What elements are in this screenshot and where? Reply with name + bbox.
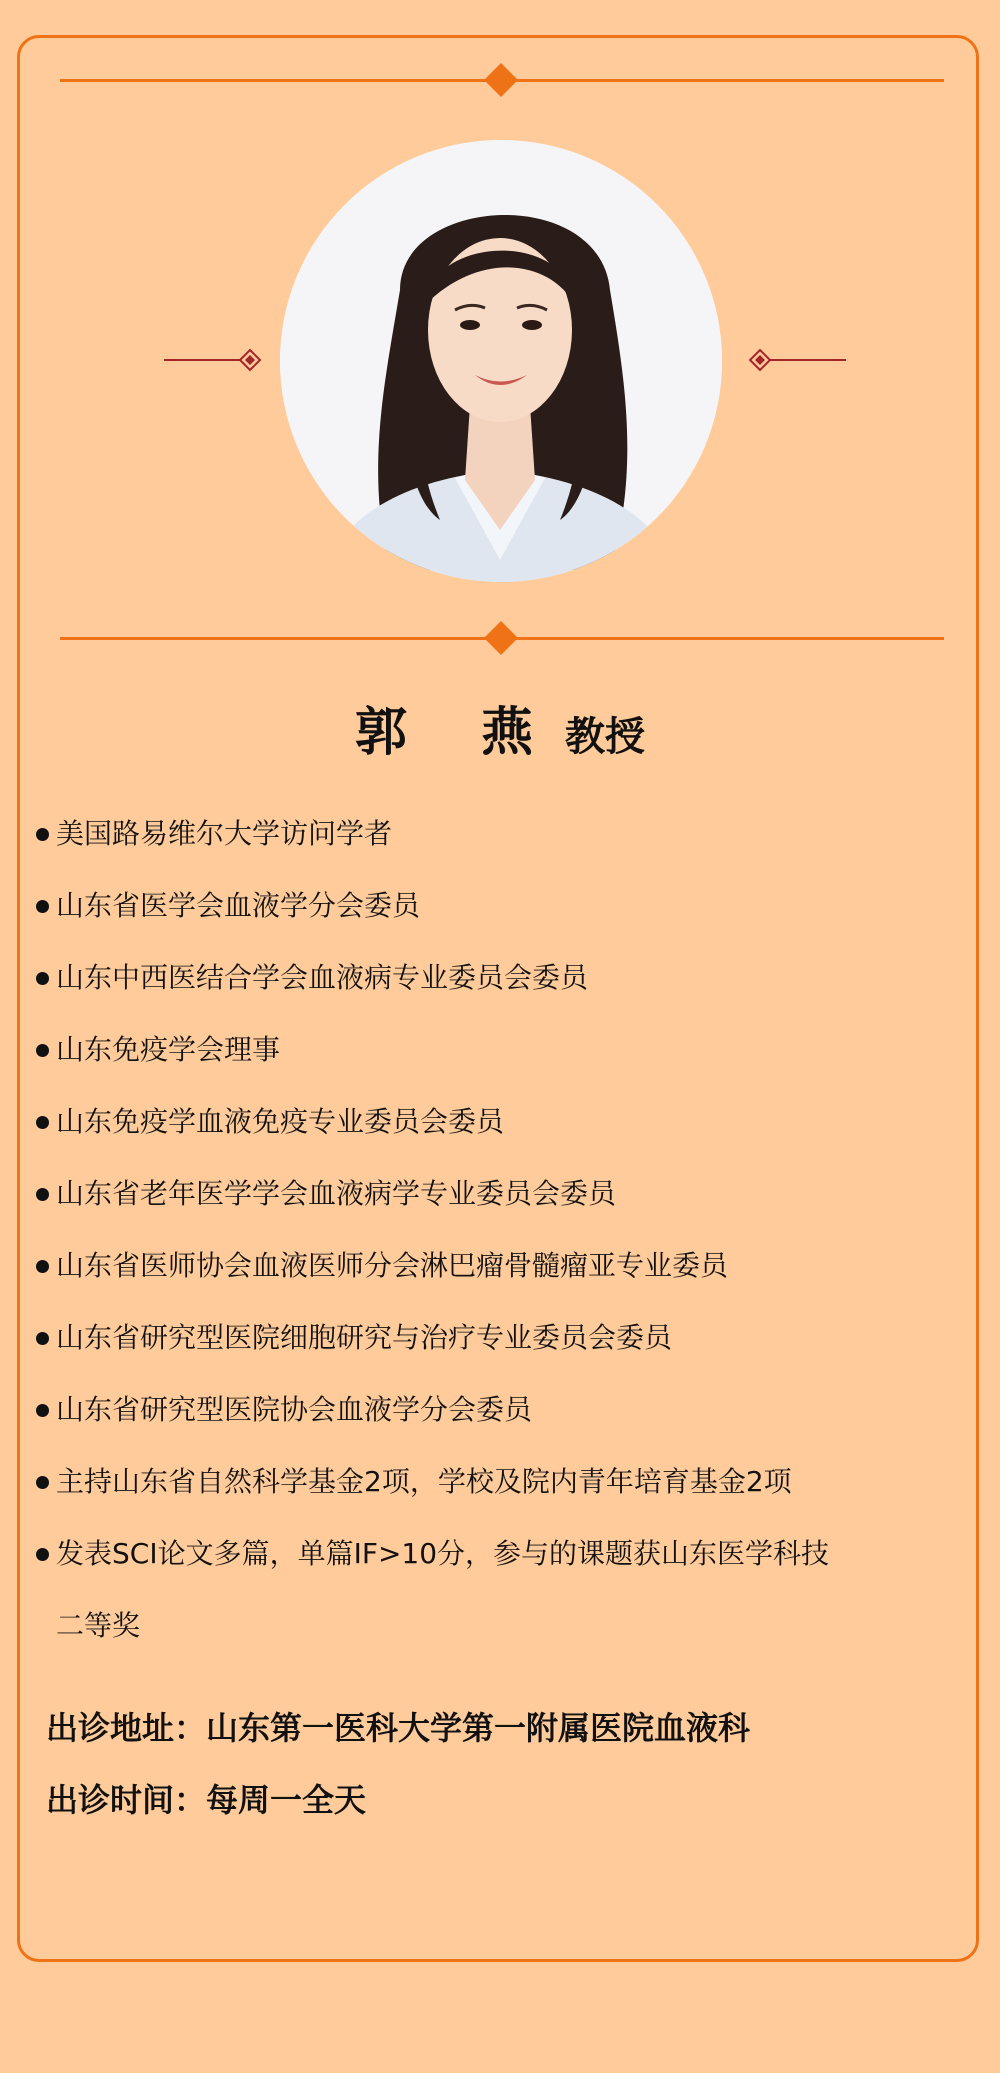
doctor-title: 教授: [565, 714, 646, 760]
credential-item: 山东中西医结合学会血液病专业委员会委员: [36, 942, 956, 1014]
clinic-time-value: 每周一全天: [206, 1781, 367, 1819]
credential-item: 山东省研究型医院协会血液学分会委员: [36, 1374, 956, 1446]
left-ornament-icon: [162, 348, 262, 372]
credential-item: 山东免疫学会理事: [36, 1014, 956, 1086]
doctor-name: 郭 燕: [354, 703, 562, 763]
clinic-time-label: 出诊时间：: [46, 1781, 207, 1819]
credential-item: 主持山东省自然科学基金2项，学校及院内青年培育基金2项: [36, 1446, 956, 1518]
portrait-photo: [280, 140, 722, 582]
credential-item: 山东省医学会血液学分会委员: [36, 870, 956, 942]
doctor-heading: [0, 690, 1000, 765]
credential-item: 美国路易维尔大学访问学者: [36, 798, 956, 870]
clinic-address-value: 山东第一医科大学第一附属医院血液科: [206, 1709, 751, 1747]
clinic-address: [46, 1703, 946, 1749]
credentials-list: [36, 798, 956, 1662]
credential-item: 发表SCI论文多篇，单篇IF>10分，参与的课题获山东医学科技: [36, 1518, 956, 1590]
clinic-time: [46, 1775, 946, 1821]
credential-item: 山东省老年医学学会血液病学专业委员会委员: [36, 1158, 956, 1230]
credential-item: 山东省研究型医院细胞研究与治疗专业委员会委员: [36, 1302, 956, 1374]
clinic-address-label: 出诊地址：: [46, 1709, 207, 1747]
right-ornament-icon: [748, 348, 848, 372]
credential-item-continuation: 二等奖: [56, 1609, 141, 1642]
credential-item: 山东省医师协会血液医师分会淋巴瘤骨髓瘤亚专业委员: [36, 1230, 956, 1302]
credential-item: 山东免疫学血液免疫专业委员会委员: [36, 1086, 956, 1158]
